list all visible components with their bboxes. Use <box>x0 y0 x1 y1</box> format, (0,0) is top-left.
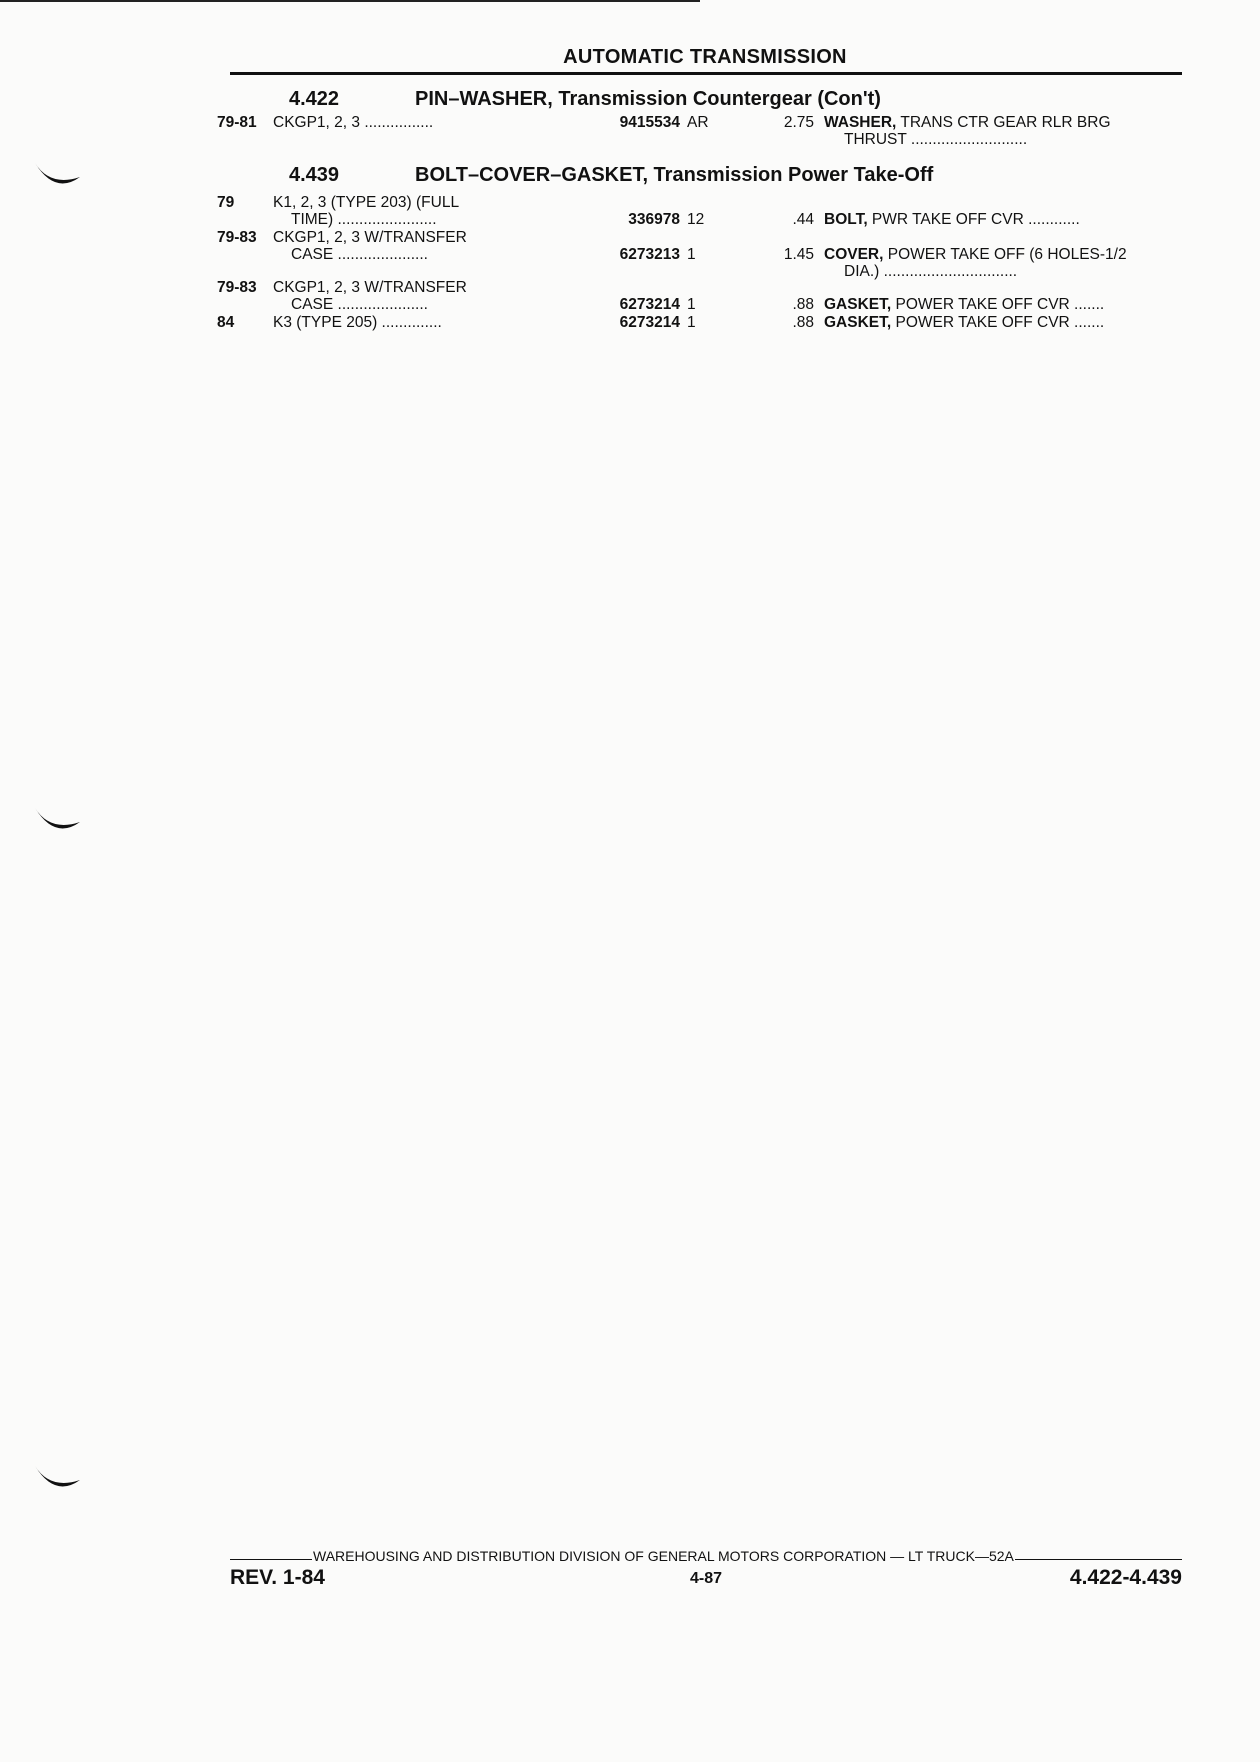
model-line-2: CASE ..................... <box>291 296 428 313</box>
parts-row <box>217 114 1182 149</box>
price-cell: 1.45 <box>783 246 814 263</box>
description-line-2: THRUST ........................... <box>844 131 1028 148</box>
quantity-cell: 1 <box>687 246 696 263</box>
binder-hole-icon <box>30 155 85 195</box>
description-text: PWR TAKE OFF CVR ............ <box>867 211 1080 228</box>
description-text: POWER TAKE OFF CVR ....... <box>891 314 1105 331</box>
model-line-1: K3 (TYPE 205) .............. <box>273 314 442 331</box>
description-bold: WASHER, <box>824 114 897 131</box>
quantity-cell: 12 <box>687 211 705 228</box>
part-number-cell: 6273214 <box>619 314 680 331</box>
top-edge-rule <box>0 0 700 2</box>
section-4-422 <box>217 88 1182 149</box>
section-range: 4.422-4.439 <box>1069 1566 1182 1589</box>
description-cell <box>824 314 1184 331</box>
model-line-1: K1, 2, 3 (TYPE 203) (FULL <box>273 194 460 211</box>
year-cell: 79 <box>217 194 235 211</box>
page-number: 4-87 <box>690 1570 723 1587</box>
footer-division-line <box>230 1548 1182 1564</box>
year-cell: 79-81 <box>217 114 257 131</box>
model-line-1: CKGP1, 2, 3 W/TRANSFER <box>273 229 467 246</box>
quantity-cell: AR <box>687 114 709 131</box>
page-header-title: AUTOMATIC TRANSMISSION <box>563 46 847 68</box>
binder-hole-icon <box>30 1458 85 1498</box>
parts-row <box>217 279 1182 314</box>
part-number-cell: 6273214 <box>619 296 680 313</box>
quantity-cell: 1 <box>687 314 696 331</box>
price-cell: 2.75 <box>783 114 814 131</box>
year-cell: 79-83 <box>217 279 257 296</box>
description-cell <box>824 246 1184 280</box>
model-cell <box>273 229 533 263</box>
model-cell <box>273 279 533 313</box>
year-cell: 84 <box>217 314 235 331</box>
model-line-1: CKGP1, 2, 3 ................ <box>273 114 434 131</box>
parts-row <box>217 229 1182 279</box>
header-rule <box>230 72 1182 75</box>
quantity-cell: 1 <box>687 296 696 313</box>
section-4-439 <box>217 164 1182 333</box>
description-text: TRANS CTR GEAR RLR BRG <box>896 114 1111 131</box>
description-bold: GASKET, <box>824 296 892 313</box>
description-cell <box>824 211 1184 228</box>
description-text: POWER TAKE OFF CVR ....... <box>891 296 1105 313</box>
model-cell <box>273 194 533 228</box>
model-line-2: TIME) ....................... <box>291 211 437 228</box>
description-line-2: DIA.) ............................... <box>844 263 1018 280</box>
revision-label: REV. 1-84 <box>230 1566 325 1589</box>
section-title <box>217 88 1182 114</box>
model-cell <box>273 314 533 331</box>
price-cell: .88 <box>792 314 814 331</box>
part-number-cell: 336978 <box>628 211 680 228</box>
section-title <box>217 164 1182 190</box>
footer-rule-left <box>230 1559 312 1560</box>
section-name: PIN–WASHER, Transmission Countergear (Con't) <box>415 88 881 110</box>
description-cell <box>824 114 1184 148</box>
binder-hole-icon <box>30 800 85 840</box>
description-cell <box>824 296 1184 313</box>
parts-row <box>217 314 1182 333</box>
model-cell <box>273 114 533 131</box>
footer-division-text: WAREHOUSING AND DISTRIBUTION DIVISION OF GENERAL MOTORS CORPORATION — LT TRUCK—52A <box>313 1548 1014 1564</box>
price-cell: .88 <box>792 296 814 313</box>
description-bold: COVER, <box>824 246 884 263</box>
model-line-1: CKGP1, 2, 3 W/TRANSFER <box>273 279 467 296</box>
description-bold: GASKET, <box>824 314 892 331</box>
description-bold: BOLT, <box>824 211 868 228</box>
parts-row <box>217 194 1182 229</box>
section-name: BOLT–COVER–GASKET, Transmission Power Take-Off <box>415 164 934 186</box>
part-number-cell: 6273213 <box>619 246 680 263</box>
part-number-cell: 9415534 <box>619 114 680 131</box>
section-number: 4.422 <box>289 88 340 110</box>
description-text: POWER TAKE OFF (6 HOLES-1/2 <box>883 246 1127 263</box>
model-line-2: CASE ..................... <box>291 246 428 263</box>
price-cell: .44 <box>792 211 814 228</box>
section-number: 4.439 <box>289 164 340 186</box>
footer-rule-right <box>1015 1559 1182 1560</box>
year-cell: 79-83 <box>217 229 257 246</box>
